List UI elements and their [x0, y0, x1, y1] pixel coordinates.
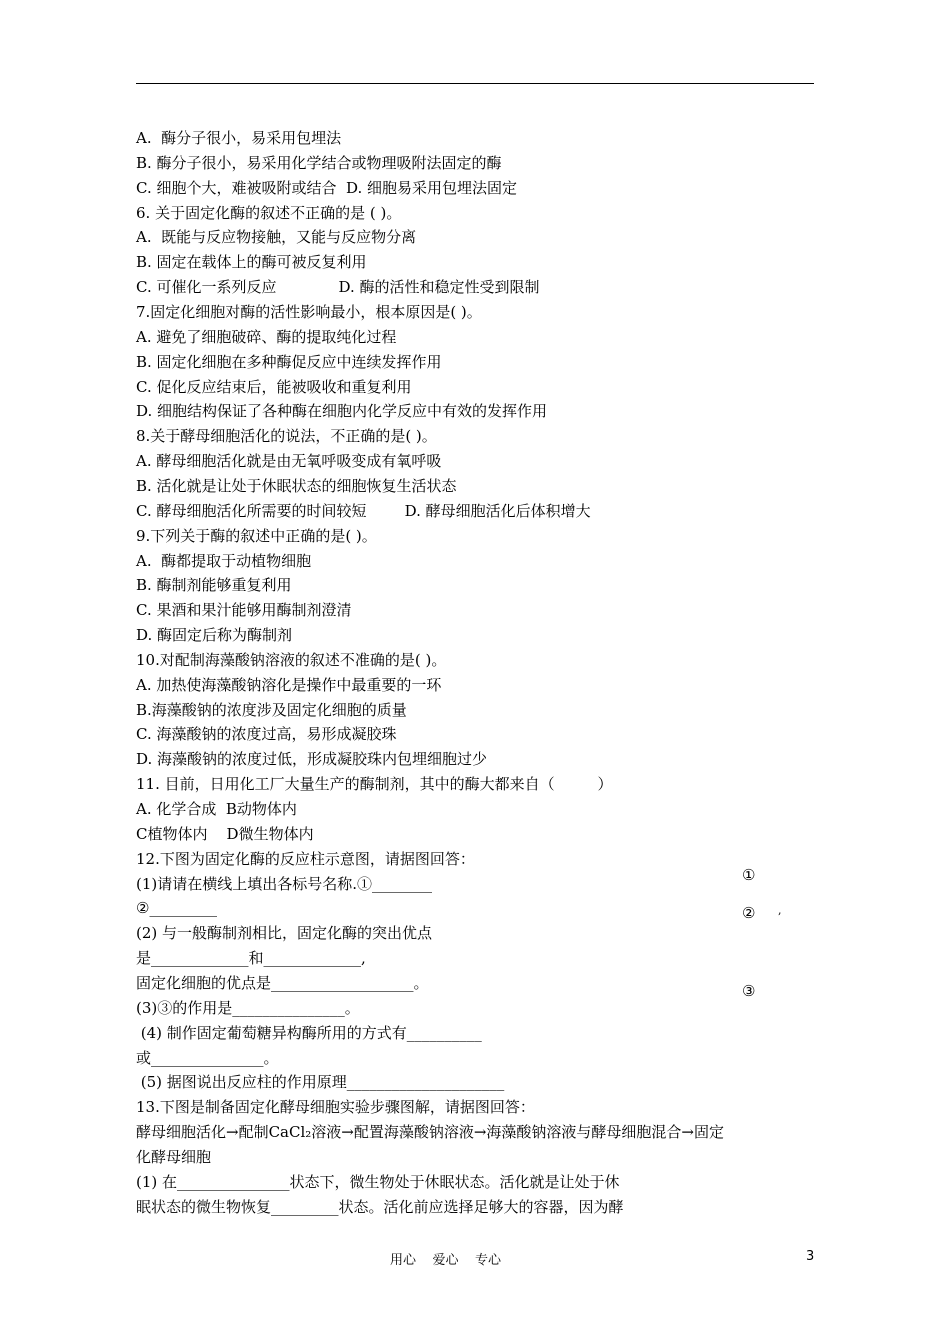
text-line: (1) 在_______________状态下，微生物处于休眠状态。活化就是让处于休: [136, 1172, 620, 1191]
text-line: C. 促化反应结束后，能被吸收和重复利用: [136, 377, 412, 396]
page-number: 3: [806, 1249, 815, 1264]
figure-label-1: ①: [742, 866, 756, 884]
text-line: A. 酶都提取于动植物细胞: [136, 551, 312, 570]
text-line: C. 细胞个大，难被吸附或结合 D. 细胞易采用包埋法固定: [136, 178, 518, 197]
text-line: 8.关于酵母细胞活化的说法，不正确的是( )。: [136, 427, 437, 446]
text-line: A. 加热使海藻酸钠溶化是操作中最重要的一环: [136, 675, 442, 694]
text-line: 固定化细胞的优点是___________________。: [136, 973, 429, 992]
text-line: C. 海藻酸钠的浓度过高，易形成凝胶珠: [136, 725, 397, 744]
text-line: 13.下图是制备固定化酵母细胞实验步骤图解，请据图回答：: [136, 1098, 535, 1117]
text-line: B. 酶分子很小，易采用化学结合或物理吸附法固定的酶: [136, 153, 502, 172]
text-line: 11. 目前，日用化工厂大量生产的酶制剂，其中的酶大都来自（ ）: [136, 775, 613, 794]
figure-label-3: ③: [742, 982, 756, 1000]
text-line: 6. 关于固定化酶的叙述不正确的是 ( )。: [136, 203, 402, 222]
text-line: A. 酵母细胞活化就是由无氧呼吸变成有氧呼吸: [136, 452, 442, 471]
text-line: 化酵母细胞: [136, 1147, 212, 1166]
text-line: ②_________: [136, 899, 217, 918]
text-line: D. 细胞结构保证了各种酶在细胞内化学反应中有效的发挥作用: [136, 402, 548, 421]
figure-mark: ,: [778, 904, 782, 917]
text-line: (4) 制作固定葡萄糖异构酶所用的方式有__________: [136, 1023, 482, 1042]
text-line: 10.对配制海藻酸钠溶液的叙述不准确的是( )。: [136, 650, 447, 669]
text-line: A. 酶分子很小，易采用包埋法: [136, 129, 342, 147]
text-line: B.海藻酸钠的浓度涉及固定化细胞的质量: [136, 700, 407, 719]
figure-label-2: ②: [742, 904, 756, 922]
text-line: B. 酶制剂能够重复利用: [136, 576, 292, 595]
text-line: B. 活化就是让处于休眠状态的细胞恢复生活状态: [136, 476, 457, 495]
text-line: 9.下列关于酶的叙述中正确的是( )。: [136, 526, 377, 545]
text-line: D. 酶固定后称为酶制剂: [136, 626, 293, 644]
text-line: C植物体内 D微生物体内: [136, 824, 314, 843]
text-line: 或_______________。: [136, 1048, 279, 1067]
text-line: 酵母细胞活化→配制CaCl₂溶液→配置海藻酸钠溶液→海藻酸钠溶液与酵母细胞混合→固定: [136, 1123, 724, 1141]
text-line: (3)③的作用是_______________。: [136, 998, 360, 1017]
header-rule: [136, 83, 814, 84]
text-line: C. 可催化一系列反应 D. 酶的活性和稳定性受到限制: [136, 278, 540, 297]
text-line: D. 海藻酸钠的浓度过低，形成凝胶珠内包埋细胞过少: [136, 750, 488, 769]
text-line: B. 固定在载体上的酶可被反复利用: [136, 253, 367, 272]
text-line: 7.固定化细胞对酶的活性影响最小，根本原因是( )。: [136, 303, 482, 321]
text-line: B. 固定化细胞在多种酶促反应中连续发挥作用: [136, 352, 442, 371]
text-line: C. 果酒和果汁能够用酶制剂澄清: [136, 601, 352, 620]
text-line: (5) 据图说出反应柱的作用原理_____________________: [136, 1073, 505, 1092]
text-line: C. 酵母细胞活化所需要的时间较短 D. 酵母细胞活化后体积增大: [136, 501, 591, 520]
text-line: 眠状态的微生物恢复_________状态。活化前应选择足够大的容器，因为酵: [136, 1197, 624, 1216]
text-line: 是_____________和_____________,: [136, 949, 366, 968]
footer-motto: 用心 爱心 专心: [390, 1253, 502, 1268]
text-line: A. 化学合成 B动物体内: [136, 800, 297, 818]
text-line: A. 避免了细胞破碎、酶的提取纯化过程: [136, 327, 397, 346]
text-line: (2) 与一般酶制剂相比，固定化酶的突出优点: [136, 924, 433, 943]
text-line: A. 既能与反应物接触，又能与反应物分离: [136, 228, 417, 247]
text-line: 12.下图为固定化酶的反应柱示意图，请据图回答：: [136, 849, 475, 868]
text-line: (1)请请在横线上填出各标号名称.①________: [136, 874, 433, 893]
